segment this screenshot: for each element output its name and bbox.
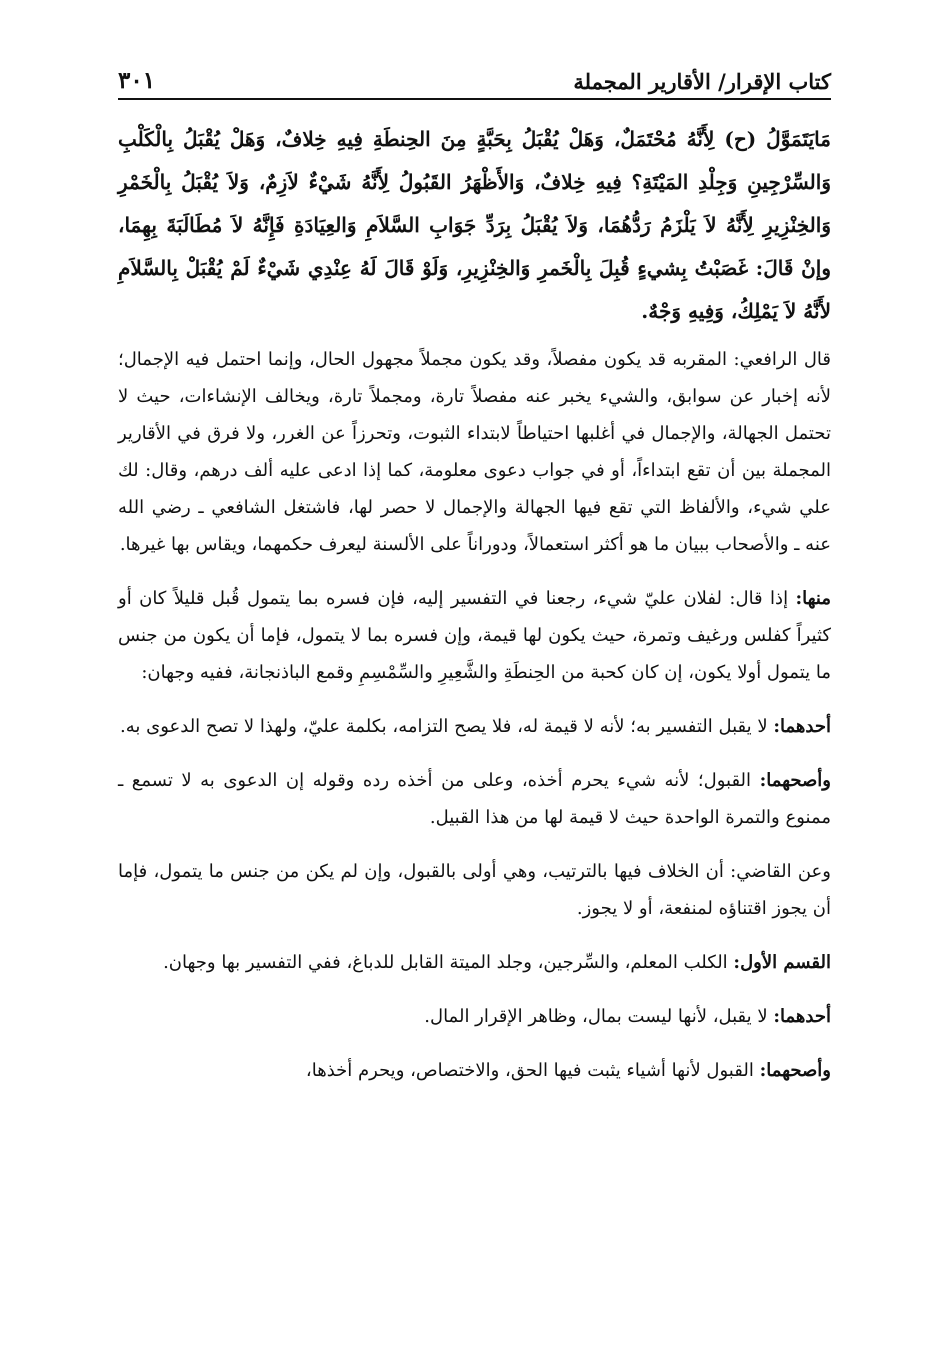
paragraph bbox=[118, 708, 831, 745]
running-title: كتاب الإقرار/ الأقارير المجملة bbox=[573, 69, 831, 94]
paragraph-lead: وأصحهما: bbox=[759, 1060, 831, 1081]
paragraph-text: إذا قال: لفلان عليّ شيء، رجعنا في التفسير إليه، فإن فسره بما يتمول قُبل قليلاً كان أو كثيراً كفلس ورغيف وتمرة، حيث يكون لها قيمة، وإن فسره بما لا يتمول، فإما أن يكون من جنس ما يتمول أولا يكون، إن كان كحبة من الحِنطَةِ والشَّعِيرِ والسِّمْسِمِ وقمع الباذنجانة، ففيه وجهان: bbox=[118, 588, 831, 683]
paragraph-lead: القسم الأول: bbox=[733, 952, 831, 973]
paragraph-lead: وأصحهما: bbox=[759, 770, 831, 791]
paragraph bbox=[118, 1052, 831, 1089]
paragraph-text: القبول لأنها أشياء يثبت فيها الحق، والاختصاص، ويحرم أخذها، bbox=[305, 1060, 760, 1081]
paragraph bbox=[118, 341, 831, 563]
page-header bbox=[118, 58, 831, 100]
paragraph-lead: أحدهما: bbox=[773, 716, 831, 737]
paragraph bbox=[118, 944, 831, 981]
paragraph-lead: أحدهما: bbox=[773, 1006, 831, 1027]
paragraph-text: وعن القاضي: أن الخلاف فيها بالترتيب، وهي أولى بالقبول، وإن لم يكن من جنس ما يتمول، فإما أن يجوز اقتناؤه لمنفعة، أو لا يجوز. bbox=[118, 861, 831, 919]
paragraph-text: لا يقبل التفسير به؛ لأنه لا قيمة له، فلا يصح التزامه، بكلمة عليّ، ولهذا لا تصح الدعوى به. bbox=[120, 716, 774, 737]
paragraph-lead: منها: bbox=[795, 588, 831, 609]
paragraph-text: القبول؛ لأنه شيء يحرم أخذه، وعلى من أخذه رده وقوله إن الدعوى به لا تسمع ـ ممنوع والتمرة الواحدة حيث لا قيمة لها من هذا القبيل. bbox=[118, 770, 831, 828]
paragraph-text: قال الرافعي: المقربه قد يكون مفصلاً، وقد يكون مجملاً مجهول الحال، وإنما احتمل فيه الإجمال؛ لأنه إخبار عن سوابق، والشيء يخبر عنه مفصلاً تارة، ومجملاً تارة، ويخالف الإنشاءات، حيث لا تحتمل الجهالة، والإجمال في أغلبها احتياطاً لابتداء الثبوت، وتحرزاً عن الغرر، ولا فرق في الأقارير المجملة بين أن تقع ابتداءاً، أو في جواب دعوى معلومة، كما إذا ادعى عليه ألف درهم، وقال: لك علي شيء، والألفاظ التي تقع فيها الجهالة والإجمال لا حصر لها، فاشتغل الشافعي ـ رضي الله عنه ـ والأصحاب ببيان ما هو أكثر استعمالاً، ودوراناً على الألسنة ليعرف حكمهما، ويقاس بها غيرها. bbox=[118, 349, 831, 555]
page-number: ٣٠١ bbox=[118, 67, 156, 94]
matn-text: مَايَتَمَوَّلُ (ح) لِأَنَّهُ مُحْتَمَلٌ، وَهَلْ يُقْبَلُ بِحَبَّةٍ مِنَ الحِنطَةِ فِيهِ خِلافٌ، وَهَلْ يُقْبَلُ بِالْكَلْبِ وَالسِّرْجِينِ وَجِلْدِ المَيْتَةِ؟ فِيهِ خِلافٌ، وَالأَظْهَرُ القَبُولُ لِأَنَّهُ شَيْءٌ لاَزِمٌ، وَلاَ يُقْبَلُ بِالْخَمْرِ وَالخِنْزِيرِ لِأَنَّهُ لاَ يَلْزَمُ رَدُّهُمَا، وَلاَ يُقْبَلُ بِرَدِّ جَوَابِ السَّلاَمِ وَالعِيَادَةِ فَإِنَّهُ لاَ مُطَالَبَةَ بِهِمَا، وإنْ قَالَ: غَصَبْتُ بِشيءٍ قُبِلَ بِالْخَمرِ وَالخِنْزِيرِ، وَلَوْ قَالَ لَهُ عِنْدِي شَيْءٌ لَمْ يُقْبَلْ بِالسَّلاَمِ لأَنَّهُ لاَ يَمْلِكُ، وَفِيهِ وَجْهٌ. bbox=[118, 127, 831, 323]
page-content bbox=[118, 118, 831, 1106]
paragraph bbox=[118, 762, 831, 836]
paragraph bbox=[118, 580, 831, 691]
paragraph-text: الكلب المعلم، والسِّرجين، وجلد الميتة القابل للدباغ، ففي التفسير بها وجهان. bbox=[163, 952, 734, 973]
paragraph-text: لا يقبل، لأنها ليست بمال، وظاهر الإقرار المال. bbox=[424, 1006, 774, 1027]
paragraph bbox=[118, 853, 831, 927]
paragraph bbox=[118, 998, 831, 1035]
